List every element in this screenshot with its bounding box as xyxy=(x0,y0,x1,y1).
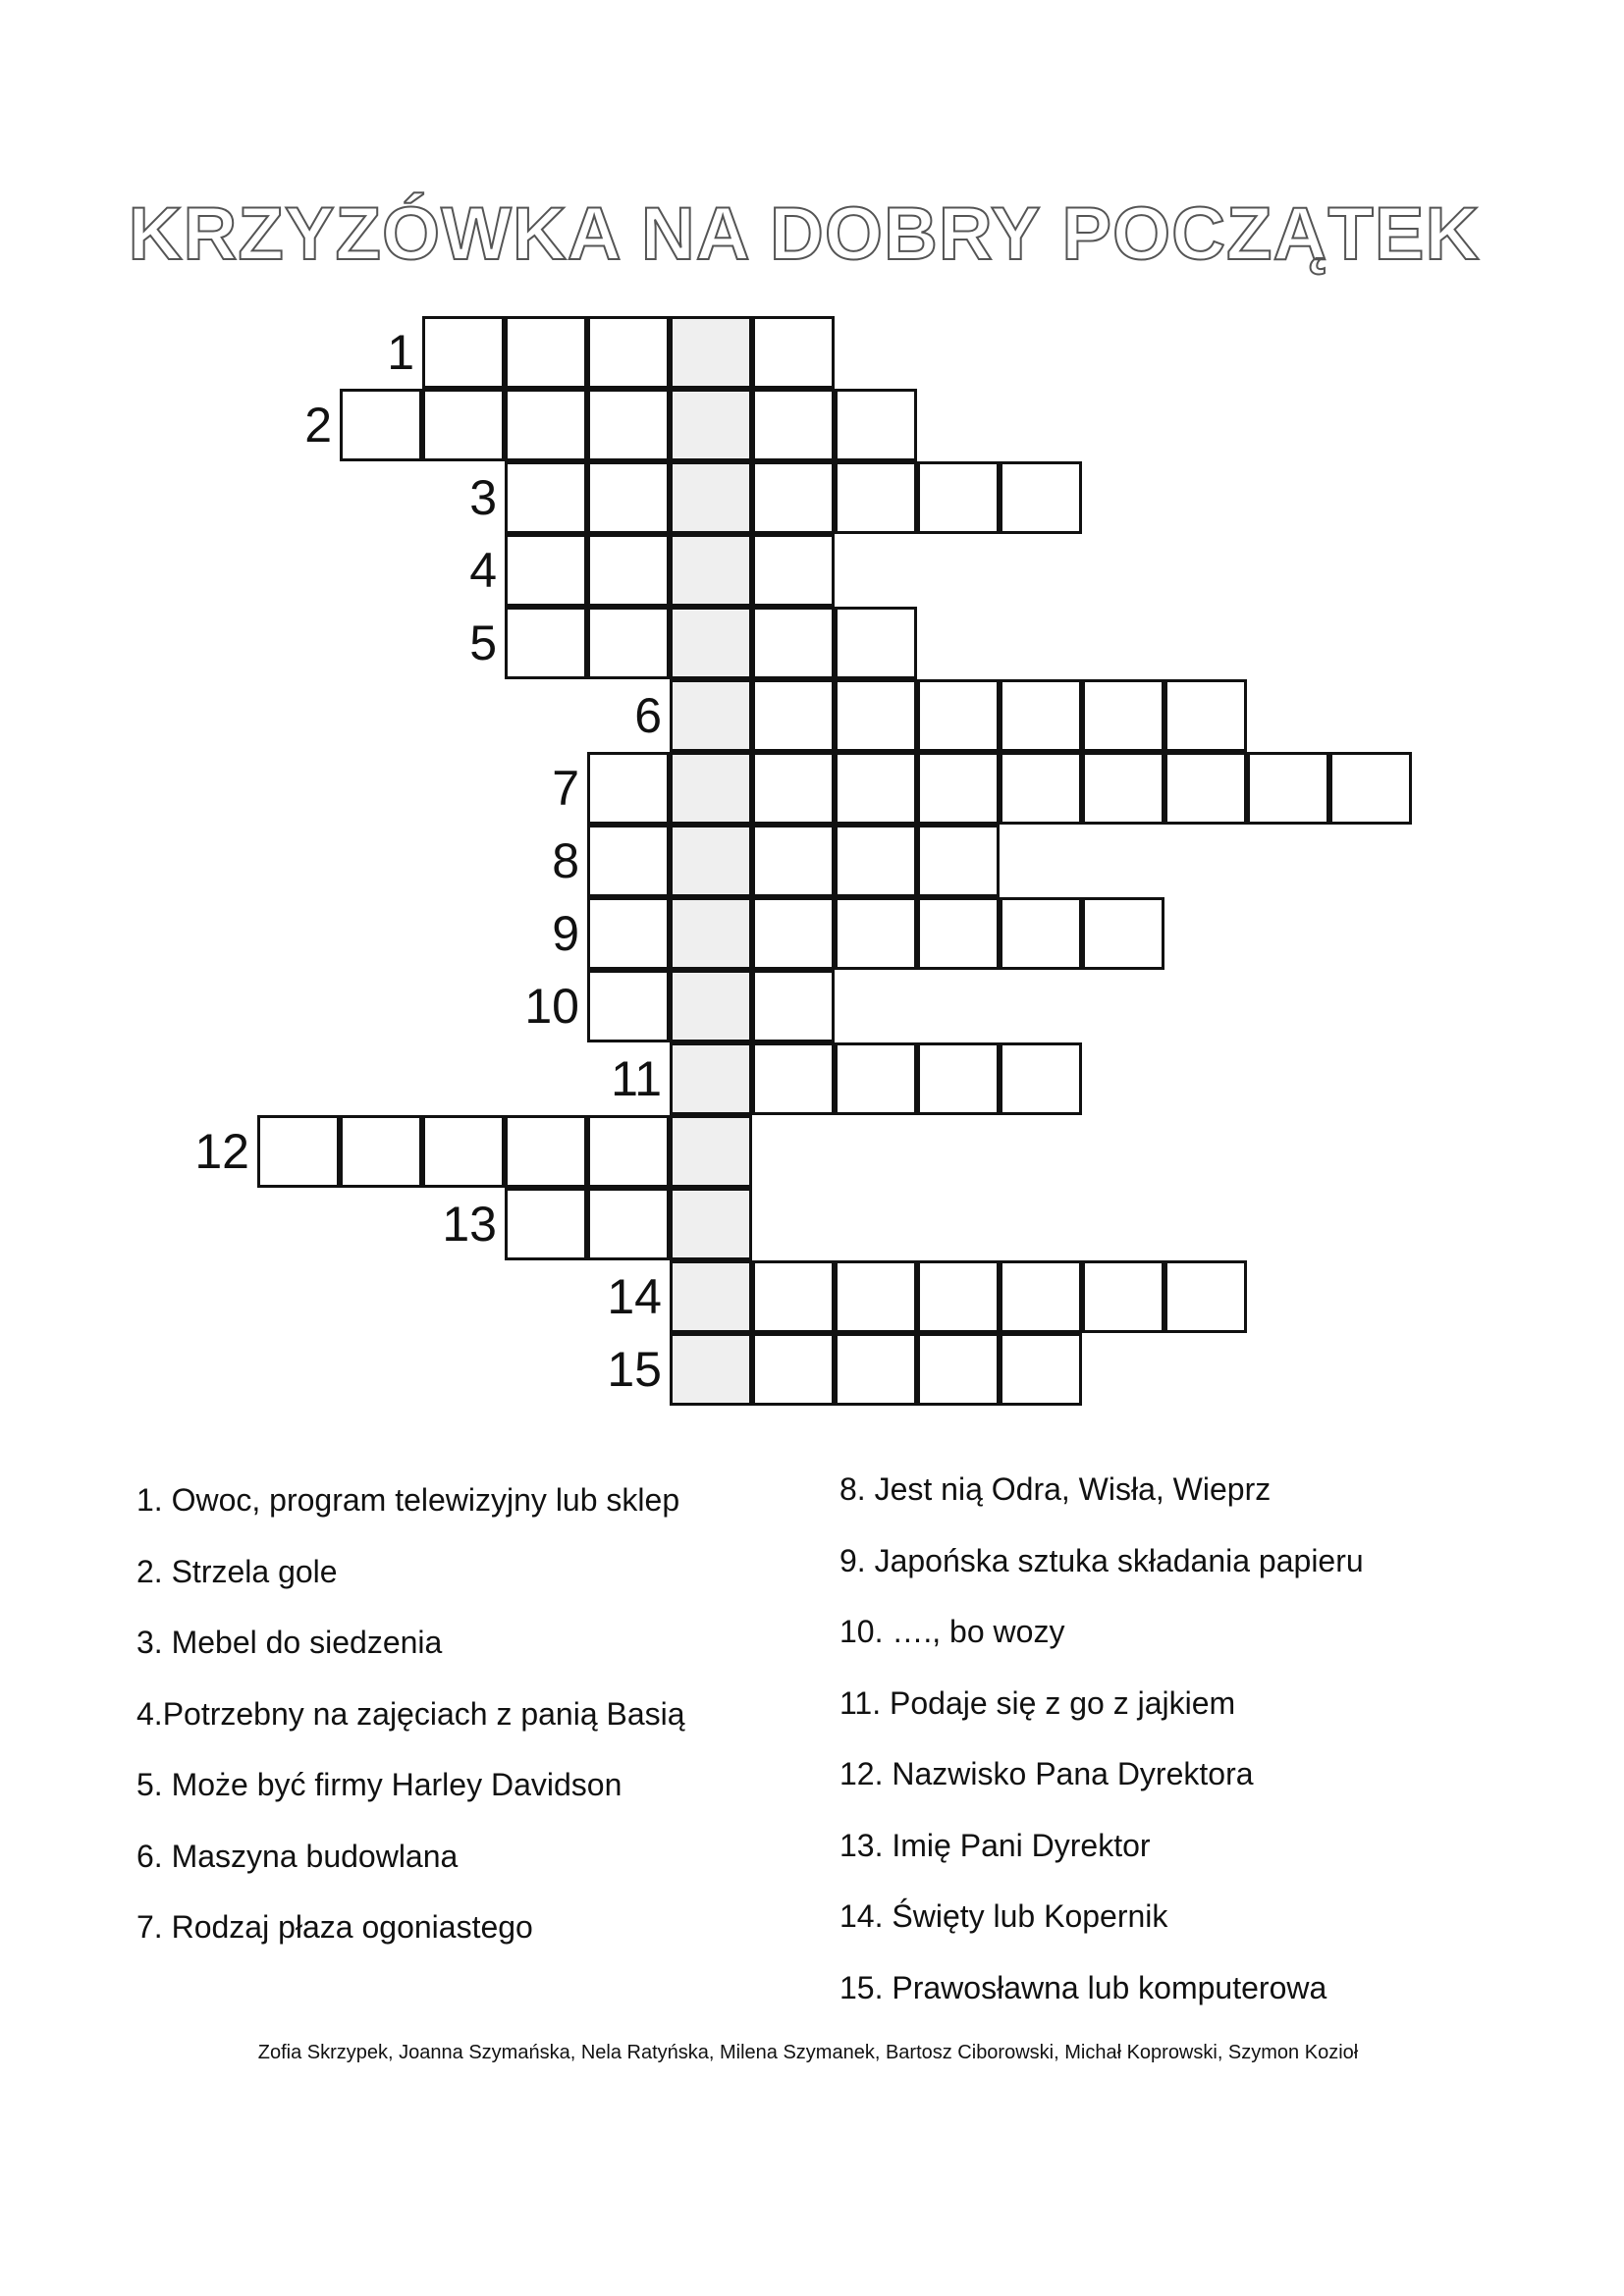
letter-cell[interactable] xyxy=(587,970,670,1042)
letter-cell[interactable] xyxy=(835,1042,917,1115)
clue-item: 11. Podaje się z go z jajkiem xyxy=(839,1684,1236,1721)
key-cell[interactable] xyxy=(670,461,752,534)
row-number-14: 14 xyxy=(607,1269,662,1324)
clue-item: 6. Maszyna budowlana xyxy=(136,1838,459,1874)
letter-cell[interactable] xyxy=(917,897,1000,970)
letter-cell[interactable] xyxy=(340,1115,422,1188)
letter-cell[interactable] xyxy=(835,607,917,679)
letter-cell[interactable] xyxy=(752,1333,835,1406)
letter-cell[interactable] xyxy=(505,534,587,607)
key-cell[interactable] xyxy=(670,607,752,679)
letter-cell[interactable] xyxy=(340,389,422,461)
letter-cell[interactable] xyxy=(422,316,505,389)
letter-cell[interactable] xyxy=(1164,679,1247,752)
letter-cell[interactable] xyxy=(752,1260,835,1333)
letter-cell[interactable] xyxy=(587,752,670,825)
letter-cell[interactable] xyxy=(1000,752,1082,825)
clue-item: 1. Owoc, program telewizyjny lub sklep xyxy=(136,1482,680,1518)
letter-cell[interactable] xyxy=(917,1260,1000,1333)
letter-cell[interactable] xyxy=(505,1188,587,1260)
key-cell[interactable] xyxy=(670,1260,752,1333)
letter-cell[interactable] xyxy=(505,1115,587,1188)
letter-cell[interactable] xyxy=(1329,752,1412,825)
letter-cell[interactable] xyxy=(752,316,835,389)
key-cell[interactable] xyxy=(670,897,752,970)
letter-cell[interactable] xyxy=(1082,897,1164,970)
letter-cell[interactable] xyxy=(422,1115,505,1188)
letter-cell[interactable] xyxy=(587,461,670,534)
letter-cell[interactable] xyxy=(917,461,1000,534)
letter-cell[interactable] xyxy=(1000,897,1082,970)
letter-cell[interactable] xyxy=(1000,1333,1082,1406)
key-cell[interactable] xyxy=(670,1042,752,1115)
clue-item: 14. Święty lub Kopernik xyxy=(839,1898,1168,1934)
letter-cell[interactable] xyxy=(752,825,835,897)
letter-cell[interactable] xyxy=(587,607,670,679)
row-number-7: 7 xyxy=(552,761,579,816)
letter-cell[interactable] xyxy=(1247,752,1329,825)
letter-cell[interactable] xyxy=(835,825,917,897)
letter-cell[interactable] xyxy=(1082,752,1164,825)
letter-cell[interactable] xyxy=(917,825,1000,897)
letter-cell[interactable] xyxy=(752,461,835,534)
letter-cell[interactable] xyxy=(917,679,1000,752)
letter-cell[interactable] xyxy=(587,389,670,461)
row-number-4: 4 xyxy=(469,543,497,598)
letter-cell[interactable] xyxy=(587,825,670,897)
letter-cell[interactable] xyxy=(1000,1260,1082,1333)
row-number-13: 13 xyxy=(442,1197,497,1252)
clue-item: 10. …., bo wozy xyxy=(839,1614,1065,1649)
clue-item: 12. Nazwisko Pana Dyrektora xyxy=(839,1756,1254,1791)
key-cell[interactable] xyxy=(670,316,752,389)
letter-cell[interactable] xyxy=(835,389,917,461)
key-cell[interactable] xyxy=(670,389,752,461)
letter-cell[interactable] xyxy=(835,1260,917,1333)
row-number-10: 10 xyxy=(524,979,579,1034)
row-number-15: 15 xyxy=(607,1342,662,1397)
letter-cell[interactable] xyxy=(1000,679,1082,752)
row-number-9: 9 xyxy=(552,906,579,961)
key-cell[interactable] xyxy=(670,679,752,752)
letter-cell[interactable] xyxy=(505,316,587,389)
letter-cell[interactable] xyxy=(752,607,835,679)
letter-cell[interactable] xyxy=(752,534,835,607)
clue-item: 9. Japońska sztuka składania papieru xyxy=(839,1542,1364,1578)
clue-item: 8. Jest nią Odra, Wisła, Wieprz xyxy=(839,1471,1272,1507)
key-cell[interactable] xyxy=(670,970,752,1042)
key-cell[interactable] xyxy=(670,752,752,825)
letter-cell[interactable] xyxy=(835,1333,917,1406)
letter-cell[interactable] xyxy=(505,389,587,461)
row-number-3: 3 xyxy=(469,470,497,525)
letter-cell[interactable] xyxy=(505,607,587,679)
authors-credit: Zofia Skrzypek, Joanna Szymańska, Nela Ratyńska, Milena Szymanek, Bartosz Ciborowski, Michał Koprowski, Szymon Kozioł xyxy=(257,2042,1359,2063)
row-number-12: 12 xyxy=(194,1124,249,1179)
letter-cell[interactable] xyxy=(587,316,670,389)
letter-cell[interactable] xyxy=(257,1115,340,1188)
letter-cell[interactable] xyxy=(917,1333,1000,1406)
clue-item: 13. Imię Pani Dyrektor xyxy=(839,1827,1151,1863)
letter-cell[interactable] xyxy=(835,679,917,752)
letter-cell[interactable] xyxy=(752,752,835,825)
letter-cell[interactable] xyxy=(1000,1042,1082,1115)
letter-cell[interactable] xyxy=(917,1042,1000,1115)
letter-cell[interactable] xyxy=(1082,1260,1164,1333)
letter-cell[interactable] xyxy=(752,897,835,970)
letter-cell[interactable] xyxy=(835,752,917,825)
letter-cell[interactable] xyxy=(752,970,835,1042)
letter-cell[interactable] xyxy=(752,389,835,461)
letter-cell[interactable] xyxy=(752,1042,835,1115)
key-cell[interactable] xyxy=(670,825,752,897)
clue-item: 3. Mebel do siedzenia xyxy=(136,1625,443,1660)
letter-cell[interactable] xyxy=(587,534,670,607)
letter-cell[interactable] xyxy=(835,897,917,970)
row-number-2: 2 xyxy=(304,398,332,453)
letter-cell[interactable] xyxy=(752,679,835,752)
letter-cell[interactable] xyxy=(1082,679,1164,752)
key-cell[interactable] xyxy=(670,1188,752,1260)
row-number-11: 11 xyxy=(611,1051,662,1106)
key-cell[interactable] xyxy=(670,534,752,607)
letter-cell[interactable] xyxy=(587,1115,670,1188)
row-number-6: 6 xyxy=(634,688,662,743)
letter-cell[interactable] xyxy=(505,461,587,534)
clue-item: 4.Potrzebny na zajęciach z panią Basią xyxy=(136,1695,685,1732)
letter-cell[interactable] xyxy=(917,752,1000,825)
letter-cell[interactable] xyxy=(422,389,505,461)
row-number-1: 1 xyxy=(387,325,414,380)
letter-cell[interactable] xyxy=(1164,1260,1247,1333)
letter-cell[interactable] xyxy=(587,1188,670,1260)
letter-cell[interactable] xyxy=(1000,461,1082,534)
page-title: KRZYZÓWKA NA DOBRY POCZĄTEK xyxy=(128,192,1481,276)
letter-cell[interactable] xyxy=(587,897,670,970)
letter-cell[interactable] xyxy=(1164,752,1247,825)
clue-item: 5. Może być firmy Harley Davidson xyxy=(136,1767,623,1802)
row-number-5: 5 xyxy=(469,615,497,670)
key-cell[interactable] xyxy=(670,1115,752,1188)
clue-item: 2. Strzela gole xyxy=(136,1553,338,1589)
letter-cell[interactable] xyxy=(835,461,917,534)
clue-item: 15. Prawosławna lub komputerowa xyxy=(839,1969,1327,2005)
row-number-8: 8 xyxy=(552,833,579,888)
clue-item: 7. Rodzaj płaza ogoniastego xyxy=(136,1909,533,1945)
key-cell[interactable] xyxy=(670,1333,752,1406)
